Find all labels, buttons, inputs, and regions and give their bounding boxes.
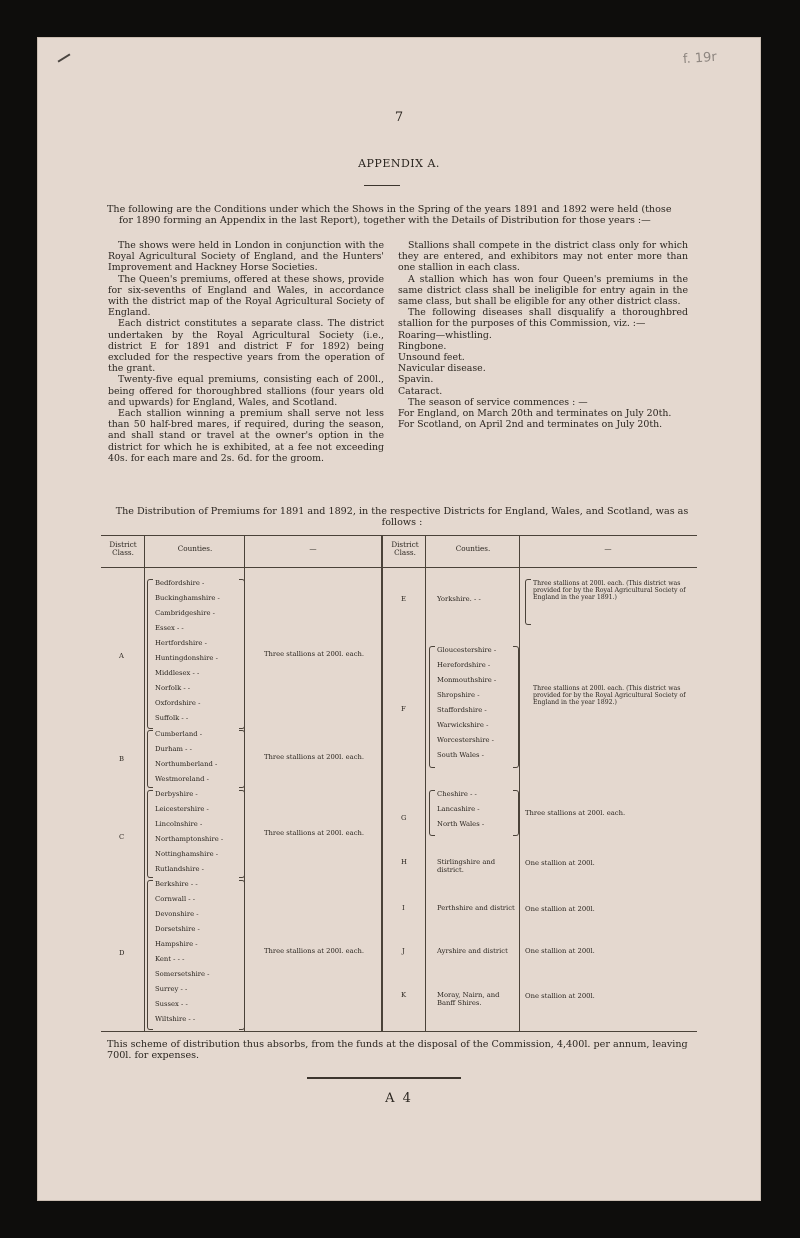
county: Northumberland -	[155, 760, 218, 768]
left-brace	[147, 790, 153, 878]
county: Cheshire - -	[437, 790, 477, 798]
district-class-label: K	[401, 991, 407, 999]
county: Yorkshire. - -	[437, 595, 481, 603]
distribution-table	[101, 535, 697, 1033]
right-brace	[239, 880, 245, 1030]
disease-item: Unsound feet.	[398, 352, 465, 364]
col-divider	[144, 535, 145, 1032]
county: Lancashire -	[437, 805, 480, 813]
county: Staffordshire -	[437, 706, 487, 714]
county: Herefordshire -	[437, 661, 491, 669]
county-list	[155, 730, 217, 790]
intro-paragraph: The following are the Conditions under which the Shows in the Spring of the years 1891 and 1892 were held (those for 1890 forming an Appendix in the last Report), together with the Details of Distribution for those years :—	[107, 204, 672, 227]
county: Hampshire -	[155, 940, 198, 948]
paragraph: The shows were held in London in conjunction with the Royal Agricultural Society of England, and the Hunters' Improvement and Hackney Horse Societies.	[108, 240, 384, 274]
award-text: One stallion at 200l.	[525, 859, 595, 867]
distribution-intro: The Distribution of Premiums for 1891 and 1892, in the respective Districts for England, Wales, and Scotland, was as follows :	[115, 506, 689, 529]
county: Cornwall - -	[155, 895, 196, 903]
county: Dorsetshire -	[155, 925, 200, 933]
district-class-label: A	[119, 652, 124, 660]
right-brace	[513, 646, 519, 768]
county: Monmouthshire -	[437, 676, 497, 684]
footer-paragraph: This scheme of distribution thus absorbs, from the funds at the disposal of the Commission, 4,400l. per annum, leaving 700l. for expenses.	[107, 1039, 688, 1062]
award-text: One stallion at 200l.	[525, 947, 595, 955]
county: Bedfordshire -	[155, 579, 205, 587]
award-text: Three stallions at 200l. each.	[263, 829, 365, 837]
county: Nottinghamshire -	[155, 850, 219, 858]
county: Somersetshire -	[155, 970, 210, 978]
district-class-label: J	[402, 947, 405, 955]
left-column	[108, 240, 384, 464]
award-text: One stallion at 200l.	[525, 992, 595, 1000]
right-brace	[239, 730, 245, 788]
header-dash: —	[309, 544, 317, 553]
county: Warwickshire -	[437, 721, 489, 729]
page-number: 7	[394, 110, 404, 125]
county-list	[437, 790, 517, 835]
title-rule	[364, 185, 400, 186]
county: Shropshire -	[437, 691, 480, 699]
col-divider	[519, 535, 520, 1032]
county: North Wales -	[437, 820, 485, 828]
disease-item: Navicular disease.	[398, 363, 486, 375]
county: Perthshire and district	[437, 904, 515, 912]
table-top-rule	[101, 535, 697, 536]
county: Huntingdonshire -	[155, 654, 218, 662]
county: Rutlandshire -	[155, 865, 204, 873]
county: South Wales -	[437, 751, 484, 759]
county: Surrey - -	[155, 985, 188, 993]
award-text: Three stallions at 200l. each.	[263, 753, 365, 761]
county: Cambridgeshire -	[155, 609, 215, 617]
award-text: Three stallions at 200l. each.	[263, 650, 365, 658]
county: Ayrshire and district	[437, 947, 508, 955]
col-divider	[425, 535, 426, 1032]
county: Buckinghamshire -	[155, 594, 220, 602]
award-text: One stallion at 200l.	[525, 905, 595, 913]
county: Moray, Nairn, and Banff Shires.	[437, 991, 500, 1007]
district-class-label: G	[401, 814, 407, 822]
table-header-rule	[101, 567, 697, 568]
county-list	[155, 880, 209, 1030]
county: Hertfordshire -	[155, 639, 207, 647]
county: Sussex - -	[155, 1000, 188, 1008]
table-bottom-rule	[101, 1031, 697, 1032]
paragraph: Twenty-five equal premiums, consisting each of 200l., being offered for thoroughbred stallions (four years old and upwards) for England, Wales, and Scotland.	[108, 374, 384, 408]
right-brace	[239, 579, 245, 729]
county: Oxfordshire -	[155, 699, 201, 707]
district-class-label: H	[401, 858, 407, 866]
district-class-label: E	[401, 595, 406, 603]
left-brace	[429, 790, 435, 836]
paragraph: Each district constitutes a separate class. The district undertaken by the Royal Agricultural Society (i.e., district E for 1891 and district F for 1892) being excluded for the respective years from the operation of the grant.	[108, 318, 384, 375]
county: Berkshire - -	[155, 880, 198, 888]
county: Northamptonshire -	[155, 835, 224, 843]
district-class-label: B	[119, 755, 124, 763]
county: Wiltshire - -	[155, 1015, 196, 1023]
disease-item: Cataract.	[398, 385, 443, 397]
header-district-class: District Class.	[109, 540, 137, 557]
county: Gloucestershire -	[437, 646, 497, 654]
paragraph: The following diseases shall disqualify a thoroughbred stallion for the purposes of this Commission, viz. :—	[398, 307, 688, 330]
left-brace	[525, 579, 531, 625]
paragraph: Each stallion winning a premium shall serve not less than 50 half-bred mares, if required, during the season, and shall stand or travel at the owner's option in the district for which he is exhibited, at a fee not exceeding 40s. for each mare and 2s. 6d. for the groom.	[108, 408, 384, 464]
county: Derbyshire -	[155, 790, 198, 798]
folio-number: f. 19r	[682, 49, 718, 68]
disease-item: Ringbone.	[398, 340, 447, 352]
left-brace	[147, 579, 153, 729]
season-scotland: For Scotland, on April 2nd and terminates on July 20th.	[398, 419, 663, 431]
paragraph: Stallions shall compete in the district class only for which they are entered, and exhibitors may not enter more than one stallion in each class.	[398, 240, 688, 274]
paragraph: A stallion which has won four Queen's premiums in the same district class shall be ineligible for entry again in the same class, but shall be eligible for any other district class.	[398, 273, 688, 308]
district-class-label: I	[402, 904, 405, 912]
award-text: Three stallions at 200l. each. (This district was provided for by the Royal Agricultural Society of England in the year 1891.)	[533, 580, 686, 601]
county: Essex - -	[155, 624, 184, 632]
left-brace	[429, 646, 435, 768]
county: Suffolk - -	[155, 714, 189, 722]
county-list	[155, 790, 223, 880]
award-text: Three stallions at 200l. each.	[525, 809, 626, 817]
document-page	[37, 37, 761, 1201]
paragraph: The Queen's premiums, offered at these shows, provide for six-sevenths of England and Wales, in accordance with the district map of the Royal Agricultural Society of England.	[108, 273, 384, 319]
county-list	[437, 646, 517, 766]
county: Durham - -	[155, 745, 192, 753]
pencil-mark	[58, 53, 71, 62]
disease-item: Spavin.	[398, 374, 434, 386]
county: Cumberland -	[155, 730, 203, 738]
left-brace	[147, 880, 153, 1030]
left-brace	[147, 730, 153, 788]
appendix-title: APPENDIX A.	[358, 157, 440, 170]
district-class-label: D	[119, 949, 125, 957]
county: Norfolk - -	[155, 684, 191, 692]
county: Stirlingshire and district.	[437, 858, 496, 874]
right-brace	[513, 790, 519, 836]
county-list	[155, 579, 220, 729]
county: Middlesex - -	[155, 669, 200, 677]
county: Devonshire -	[155, 910, 199, 918]
header-counties: Counties.	[455, 544, 491, 553]
table-center-divider	[381, 535, 383, 1032]
disease-item: Roaring—whistling.	[398, 329, 492, 341]
right-brace	[239, 790, 245, 878]
header-counties: Counties.	[177, 544, 213, 553]
signature-mark: A 4	[385, 1091, 413, 1106]
county: Lincolnshire -	[155, 820, 203, 828]
season-england: For England, on March 20th and terminates on July 20th.	[398, 408, 672, 420]
county: Worcestershire -	[437, 736, 494, 744]
county: Leicestershire -	[155, 805, 209, 813]
county: Kent - - -	[155, 955, 185, 963]
district-class-label: F	[401, 705, 406, 713]
header-dash: —	[604, 544, 612, 553]
award-text: Three stallions at 200l. each. (This district was provided for by the Royal Agricultural Society of England in the year 1892.)	[533, 685, 686, 706]
district-class-label: C	[119, 833, 125, 841]
county: Westmoreland -	[155, 775, 209, 783]
header-district-class: District Class.	[391, 540, 419, 557]
footer-rule	[307, 1077, 461, 1079]
award-text: Three stallions at 200l. each.	[263, 947, 365, 955]
season-intro: The season of service commences : —	[408, 396, 588, 408]
right-column	[398, 240, 688, 430]
